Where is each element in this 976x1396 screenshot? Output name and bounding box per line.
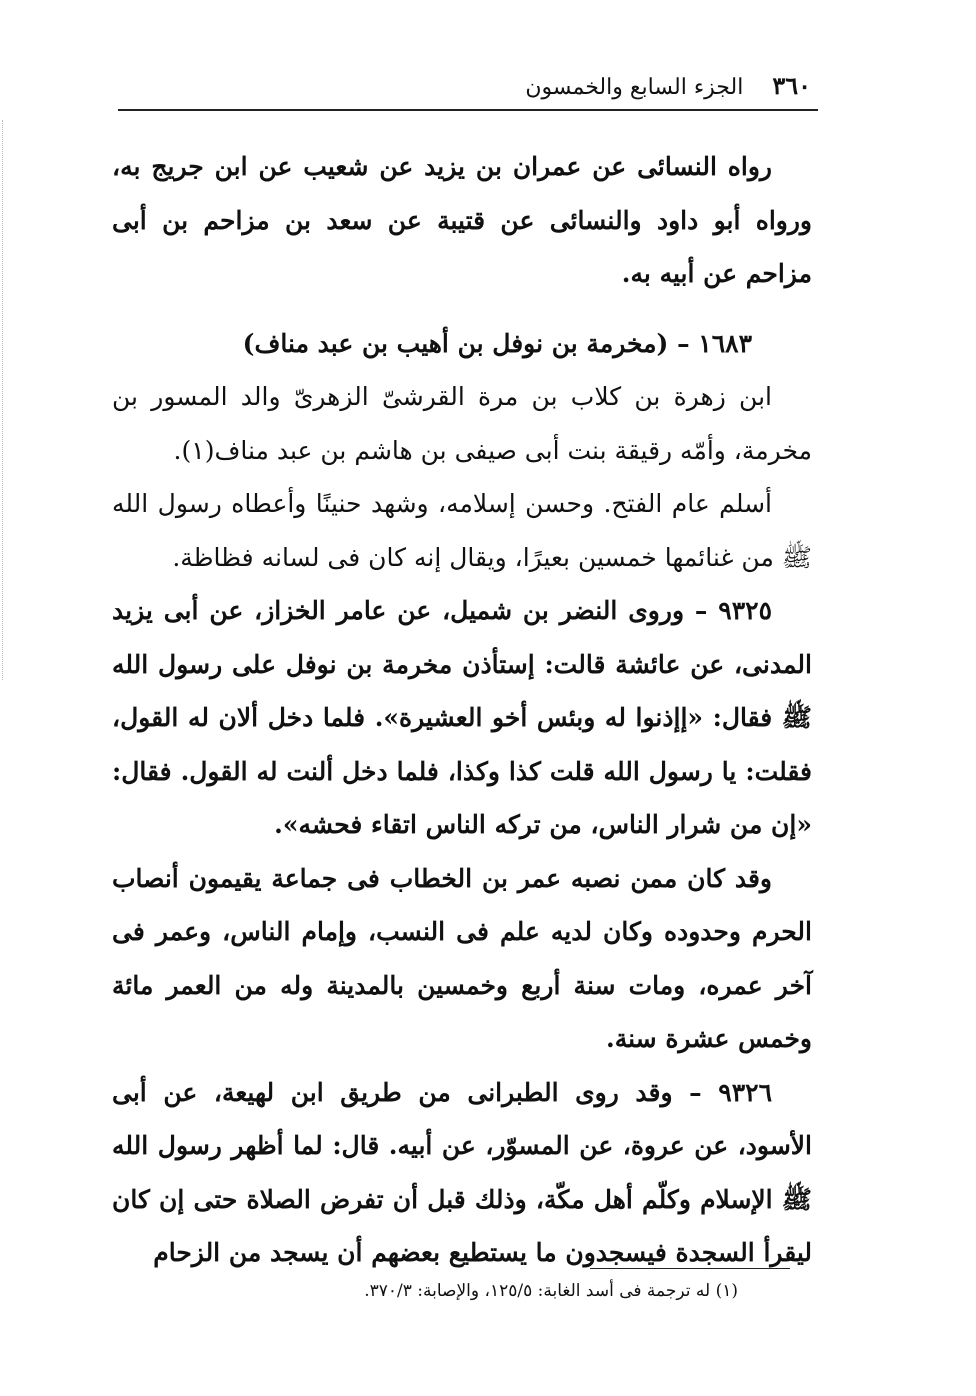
paragraph-hadith-9326: ٩٣٢٦ – وقد روى الطبرانى من طريق ابن لهيعة، عن أبى الأسود، عن عروة، عن المسوّر، عن أبيه. قال: لما أظهر رسول الله ﷺ الإسلام وكلّم أهل مكّة، وذلك قبل أن تفرض الصلاة حتى إن كان ليقرأ السجدة فيسجدون ما يستطيع بعضهم أن يسجد من الزحام <box>112 1077 812 1267</box>
paragraph-gap <box>112 301 812 317</box>
header-divider <box>118 109 818 111</box>
scan-edge-dots <box>2 120 4 680</box>
biography-heading: ١٦٨٣ – (مخرمة بن نوفل بن أهيب بن عبد مناف) <box>242 328 752 358</box>
paragraph-conversion: أسلم عام الفتح. وحسن إسلامه، وشهد حنينًا وأعطاه رسول الله ﷺ من غنائمها خمسين بعيرًا، ويقال إنه كان فى لسانه فظاظة. <box>112 489 812 572</box>
page-number: ٣٦٠ <box>772 71 811 100</box>
paragraph-hadith-9325: ٩٣٢٥ – وروى النضر بن شميل، عن عامر الخزاز، عن أبى يزيد المدنى، عن عائشة قالت: إستأذن مخرمة بن نوفل على رسول الله ﷺ فقال: «إإذنوا له وبئس أخو العشيرة». فلما دخل ألان له القول، فقلت: يا رسول الله قلت كذا وكذا، فلما دخل ألنت له القول. فقال: «إن من شرار الناس، من تركه الناس اتقاء فحشه». <box>112 596 812 839</box>
paragraph-hadith-source: رواه النسائى عن عمران بن يزيد عن شعيب عن ابن جريج به، ورواه أبو داود والنسائى عن قتيبة عن سعد بن مزاحم بن أبى مزاحم عن أبيه به. <box>112 152 812 288</box>
running-title: الجزء السابع والخمسون <box>525 75 744 100</box>
main-text <box>112 140 812 1280</box>
footnote-divider <box>590 1268 790 1269</box>
paragraph-biography: وقد كان ممن نصبه عمر بن الخطاب فى جماعة يقيمون أنصاب الحرم وحدوده وكان لديه علم فى النسب، وإمام الناس، وعمر فى آخر عمره، ومات سنة أربع وخمسين بالمدينة وله من العمر مائة وخمس عشرة سنة. <box>112 863 812 1053</box>
footnote: (١) له ترجمة فى أسد الغابة: ١٢٥/٥، والإصابة: ٣٧٠/٣. <box>364 1281 738 1301</box>
paragraph-lineage: ابن زهرة بن كلاب بن مرة القرشىّ الزهرىّ والد المسور بن مخرمة، وأمّه رقيقة بنت أبى صيفى بن هاشم بن عبد مناف(١). <box>112 382 812 465</box>
page-header <box>111 64 811 108</box>
